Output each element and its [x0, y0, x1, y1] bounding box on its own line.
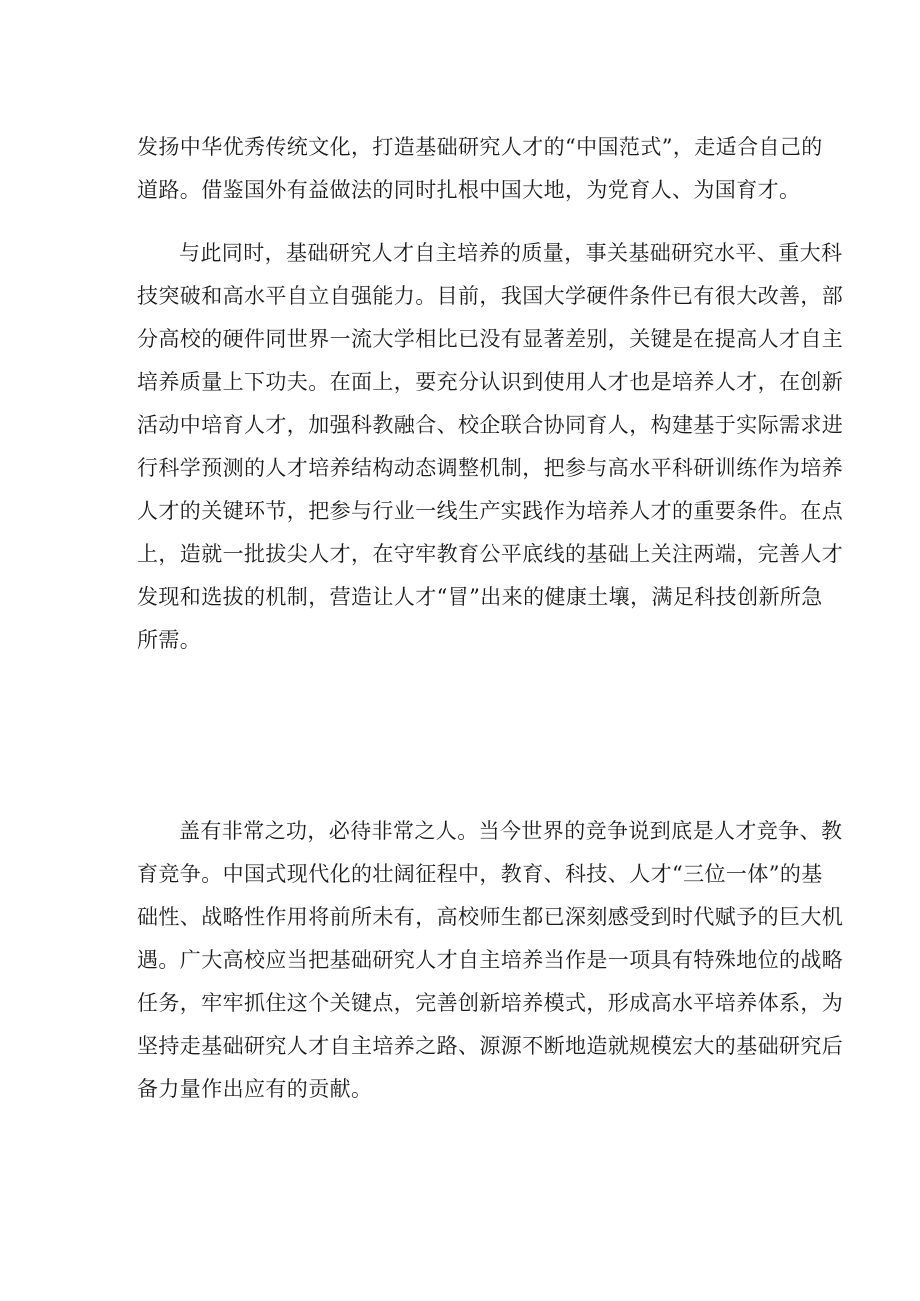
paragraph-line: 与此同时，基础研究人才自主培养的质量，事关基础研究水平、重大科 — [179, 241, 843, 265]
paragraph-1 — [137, 126, 823, 212]
paragraph-line: 遇。广大高校应当把基础研究人才自主培养当作是一项具有特殊地位的战略 — [137, 948, 844, 972]
paragraph-line: 上，造就一批拔尖人才，在守牢教育公平底线的基础上关注两端，完善人才 — [137, 542, 844, 566]
paragraph-2 — [137, 232, 844, 662]
paragraph-line: 行科学预测的人才培养结构动态调整机制，把参与高水平科研训练作为培养 — [137, 456, 844, 480]
paragraph-line: 盖有非常之功，必待非常之人。当今世界的竞争说到底是人才竞争、教 — [179, 819, 843, 843]
paragraph-line: 发扬中华优秀传统文化，打造基础研究人才的“中国范式”，走适合自己的 — [137, 135, 823, 159]
paragraph-line: 技突破和高水平自立自强能力。目前，我国大学硬件条件已有很大改善，部 — [137, 284, 844, 308]
paragraph-line: 培养质量上下功夫。在面上，要充分认识到使用人才也是培养人才，在创新 — [137, 370, 844, 394]
paragraph-line: 发现和选拔的机制，营造让人才“冒”出来的健康土壤，满足科技创新所急 — [137, 585, 823, 609]
paragraph-line: 础性、战略性作用将前所未有，高校师生都已深刻感受到时代赋予的巨大机 — [137, 905, 844, 929]
paragraph-line: 活动中培育人才，加强科教融合、校企联合协同育人，构建基于实际需求进 — [137, 413, 844, 437]
paragraph-line: 育竞争。中国式现代化的壮阔征程中，教育、科技、人才“三位一体”的基 — [137, 862, 823, 886]
paragraph-line: 人才的关键环节，把参与行业一线生产实践作为培养人才的重要条件。在点 — [137, 499, 844, 523]
paragraph-line: 坚持走基础研究人才自主培养之路、源源不断地造就规模宏大的基础研究后 — [137, 1034, 844, 1058]
paragraph-3 — [137, 810, 844, 1111]
paragraph-line: 任务，牢牢抓住这个关键点，完善创新培养模式，形成高水平培养体系，为 — [137, 991, 844, 1015]
paragraph-line: 道路。借鉴国外有益做法的同时扎根中国大地，为党育人、为国育才。 — [137, 178, 801, 202]
paragraph-line: 备力量作出应有的贡献。 — [137, 1077, 373, 1101]
paragraph-line: 所需。 — [137, 628, 202, 652]
paragraph-line: 分高校的硬件同世界一流大学相比已没有显著差别，关键是在提高人才自主 — [137, 327, 844, 351]
